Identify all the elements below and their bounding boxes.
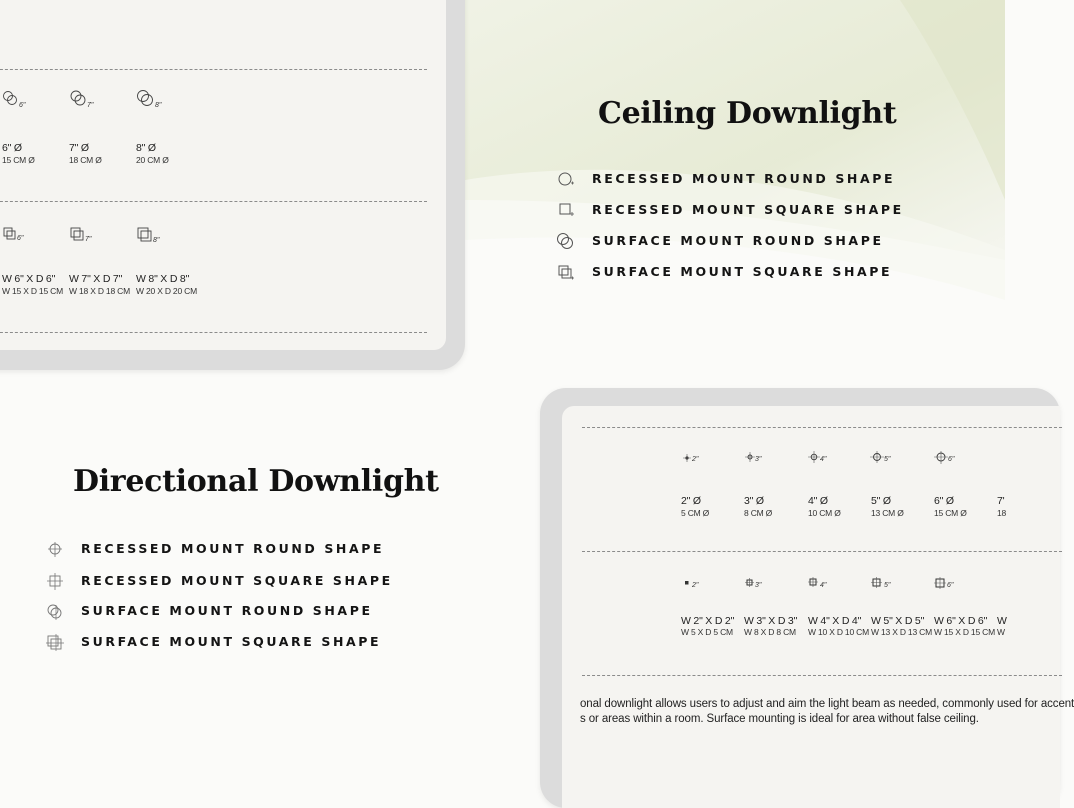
- size-inch-label: W: [997, 615, 1007, 627]
- icon-size-label: 2": [692, 456, 699, 463]
- size-inch-label: W 6" X D 6": [2, 273, 56, 285]
- size-cm-label: 20 CM Ø: [136, 155, 169, 165]
- size-inch-label: W 6" X D 6": [934, 615, 988, 627]
- size-cm-label: W 10 X D 10 CM: [808, 627, 869, 637]
- directional-round-icon: [681, 452, 711, 478]
- directional-square-icon: [808, 578, 838, 604]
- directional-recessed-square-icon: [45, 573, 65, 591]
- icon-size-label: 6": [19, 102, 26, 109]
- legend-label: RECESSED MOUNT SQUARE SHAPE: [81, 573, 393, 588]
- size-cm-label: W 15 X D 15 CM: [934, 627, 995, 637]
- size-cm-label: W 5 X D 5 CM: [681, 627, 733, 637]
- size-inch-label: 6" Ø: [2, 142, 22, 154]
- size-cm-label: W 13 X D 13 CM: [871, 627, 932, 637]
- size-cm-label: W 8 X D 8 CM: [744, 627, 796, 637]
- icon-size-label: 5": [884, 582, 891, 589]
- icon-size-label: 2": [692, 582, 699, 589]
- size-cm-label: 15 CM Ø: [2, 155, 35, 165]
- legend-label: RECESSED MOUNT SQUARE SHAPE: [592, 202, 904, 217]
- row-divider: [582, 675, 1062, 676]
- description-line: s or areas within a room. Surface mounting is ideal for area without false ceiling.: [580, 713, 979, 725]
- size-inch-label: W 4" X D 4": [808, 615, 862, 627]
- icon-size-label: 3": [755, 582, 762, 589]
- icon-size-label: 6": [947, 582, 954, 589]
- size-cm-label: 18 CM Ø: [69, 155, 102, 165]
- tablet-ceiling-sizes: [0, 0, 465, 370]
- icon-size-label: 6": [948, 456, 955, 463]
- surface-square-icon: [69, 226, 99, 252]
- legend-label: SURFACE MOUNT SQUARE SHAPE: [81, 634, 382, 649]
- surface-round-icon: [556, 233, 576, 251]
- directional-surface-round-icon: [45, 603, 65, 621]
- legend-label: RECESSED MOUNT ROUND SHAPE: [592, 171, 896, 186]
- legend-label: SURFACE MOUNT ROUND SHAPE: [81, 603, 373, 618]
- size-cm-label: W 18 X D 18 CM: [69, 286, 130, 296]
- directional-recessed-round-icon: [45, 541, 65, 559]
- directional-round-icon: [871, 452, 901, 478]
- legend-label: RECESSED MOUNT ROUND SHAPE: [81, 541, 385, 556]
- size-cm-label: W: [997, 627, 1005, 637]
- description-line: onal downlight allows users to adjust and aim the light beam as needed, commonly used for accent: [580, 698, 1074, 710]
- size-cm-label: W 15 X D 15 CM: [2, 286, 63, 296]
- directional-square-icon: [744, 578, 774, 604]
- size-cm-label: 18: [997, 508, 1007, 518]
- surface-round-icon: [136, 90, 166, 116]
- size-inch-label: 3" Ø: [744, 495, 764, 507]
- surface-square-icon: [556, 264, 576, 282]
- ceiling-downlight-title: Ceiling Downlight: [598, 96, 897, 131]
- icon-size-label: 7": [85, 236, 92, 243]
- surface-square-icon: [2, 226, 32, 252]
- size-inch-label: W 7" X D 7": [69, 273, 123, 285]
- size-cm-label: 13 CM Ø: [871, 508, 904, 518]
- icon-size-label: 4": [820, 582, 827, 589]
- surface-round-icon: [2, 90, 32, 116]
- icon-size-label: 7": [87, 102, 94, 109]
- icon-size-label: 4": [820, 456, 827, 463]
- legend-label: SURFACE MOUNT SQUARE SHAPE: [592, 264, 893, 279]
- row-divider: [582, 551, 1062, 552]
- directional-round-icon: [744, 452, 774, 478]
- size-cm-label: 10 CM Ø: [808, 508, 841, 518]
- size-inch-label: 5" Ø: [871, 495, 891, 507]
- icon-size-label: 6": [17, 235, 24, 242]
- row-divider: [582, 427, 1062, 428]
- directional-downlight-title: Directional Downlight: [73, 464, 439, 499]
- tablet-screen: [0, 0, 446, 350]
- tablet-directional-sizes: [540, 388, 1074, 808]
- size-inch-label: 7': [997, 495, 1005, 507]
- surface-square-icon: [136, 226, 166, 252]
- size-cm-label: 5 CM Ø: [681, 508, 710, 518]
- directional-square-icon: [871, 578, 901, 604]
- directional-square-icon: [681, 578, 711, 604]
- size-inch-label: W 8" X D 8": [136, 273, 190, 285]
- icon-size-label: 8": [153, 237, 160, 244]
- row-divider: [0, 69, 427, 70]
- row-divider: [0, 201, 427, 202]
- tablet-screen: [562, 406, 1074, 808]
- icon-size-label: 5": [884, 456, 891, 463]
- icon-size-label: 3": [755, 456, 762, 463]
- size-inch-label: 2" Ø: [681, 495, 701, 507]
- surface-round-icon: [69, 90, 99, 116]
- recessed-square-icon: [556, 202, 576, 220]
- directional-square-icon: [934, 578, 964, 604]
- size-cm-label: 8 CM Ø: [744, 508, 773, 518]
- directional-round-icon: [934, 452, 964, 478]
- size-inch-label: W 5" X D 5": [871, 615, 925, 627]
- size-cm-label: 15 CM Ø: [934, 508, 967, 518]
- row-divider: [0, 332, 427, 333]
- size-inch-label: W 3" X D 3": [744, 615, 798, 627]
- size-inch-label: 8" Ø: [136, 142, 156, 154]
- directional-round-icon: [808, 452, 838, 478]
- icon-size-label: 8": [155, 102, 162, 109]
- size-inch-label: W 2" X D 2": [681, 615, 735, 627]
- legend-label: SURFACE MOUNT ROUND SHAPE: [592, 233, 884, 248]
- size-cm-label: W 20 X D 20 CM: [136, 286, 197, 296]
- size-inch-label: 4" Ø: [808, 495, 828, 507]
- size-inch-label: 6" Ø: [934, 495, 954, 507]
- directional-surface-square-icon: [45, 634, 65, 652]
- size-inch-label: 7" Ø: [69, 142, 89, 154]
- recessed-round-icon: [556, 171, 576, 189]
